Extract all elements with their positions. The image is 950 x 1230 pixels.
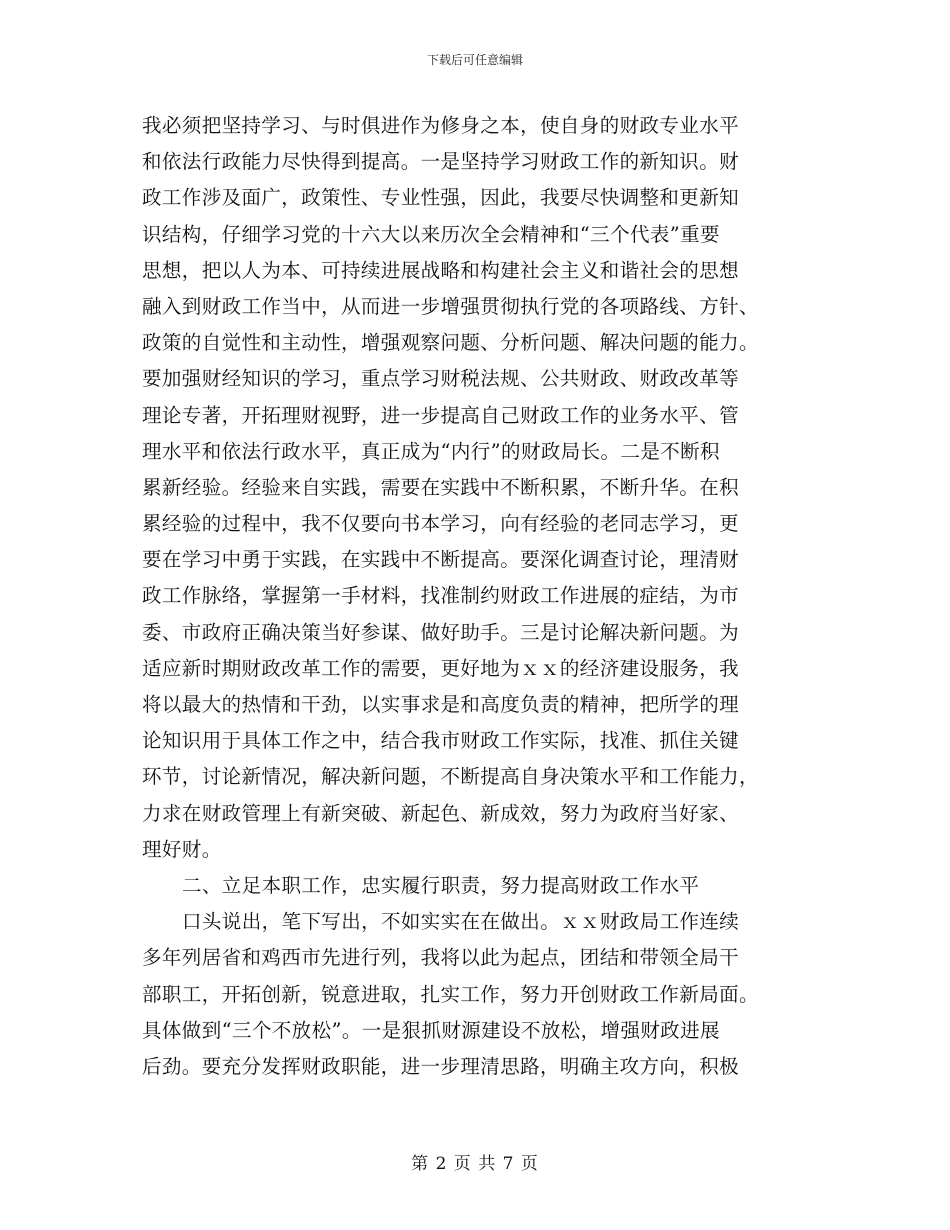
body-line: 口头说出，笔下写出，不如实实在在做出。ｘｘ财政局工作连续 <box>182 910 740 934</box>
body-line: 我必须把坚持学习、与时俱进作为修身之本，使自身的财政专业水平 <box>142 114 740 137</box>
body-line: 政工作脉络，掌握第一手材料，找准制约财政工作进展的症结，为市 <box>142 584 740 608</box>
body-line: 论知识用于具体工作之中，结合我市财政工作实际，找准、抓住关键 <box>142 729 740 753</box>
body-line: 累新经验。经验来自实践，需要在实践中不断积累，不断升华。在积 <box>142 475 740 499</box>
document-body <box>142 108 812 1085</box>
body-line: 思想，把以人为本、可持续进展战略和构建社会主义和谐社会的思想 <box>142 258 740 282</box>
body-line: 融入到财政工作当中，从而进一步增强贯彻执行党的各项路线、方针、 <box>142 294 759 318</box>
body-line: 部职工，开拓创新，锐意进取，扎实工作，努力开创财政工作新局面。 <box>142 982 759 1006</box>
body-line: 理论专著，开拓理财视野，进一步提高自己财政工作的业务水平、管 <box>142 403 740 427</box>
body-line: 委、市政府正确决策当好参谋、做好助手。三是讨论解决新问题。为 <box>142 620 740 644</box>
body-line: 政工作涉及面广，政策性、专业性强，因此，我要尽快调整和更新知 <box>142 186 740 210</box>
body-line: 多年列居省和鸡西市先进行列，我将以此为起点，团结和带领全局干 <box>142 946 740 970</box>
body-line: 理好财。 <box>142 837 222 861</box>
body-line: 后劲。要充分发挥财政职能，进一步理清思路，明确主攻方向，积极 <box>142 1054 740 1078</box>
body-line: 环节，讨论新情况，解决新问题，不断提高自身决策水平和工作能力， <box>142 765 759 789</box>
body-line: 累经验的过程中，我不仅要向书本学习，向有经验的老同志学习，更 <box>142 512 740 536</box>
body-line: 将以最大的热情和干劲，以实事求是和高度负责的精神，把所学的理 <box>142 693 740 716</box>
page-number-footer: 第 2 页 共 7 页 <box>411 1154 539 1174</box>
body-line: 要在学习中勇于实践，在实践中不断提高。要深化调查讨论，理清财 <box>142 548 740 572</box>
body-line: 和依法行政能力尽快得到提高。一是坚持学习财政工作的新知识。财 <box>142 150 740 174</box>
body-line: 政策的自觉性和主动性，增强观察问题、分析问题、解决问题的能力。 <box>142 331 759 355</box>
body-line: 识结构，仔细学习党的十六大以来历次全会精神和“三个代表”重要 <box>142 222 720 246</box>
body-line: 理水平和依法行政水平，真正成为“内行”的财政局长。二是不断积 <box>142 439 720 463</box>
body-line: 力求在财政管理上有新突破、新起色、新成效，努力为政府当好家、 <box>142 801 740 825</box>
body-line: 具体做到“三个不放松”。一是狠抓财源建设不放松，增强财政进展 <box>142 1018 720 1042</box>
section-heading: 二、立足本职工作，忠实履行职责，努力提高财政工作水平 <box>182 873 700 897</box>
body-line: 要加强财经知识的学习，重点学习财税法规、公共财政、财政改革等 <box>142 367 740 391</box>
body-line: 适应新时期财政改革工作的需要，更好地为ｘｘ的经济建设服务，我 <box>142 656 740 680</box>
page-header-note: 下载后可任意编辑 <box>426 53 523 67</box>
